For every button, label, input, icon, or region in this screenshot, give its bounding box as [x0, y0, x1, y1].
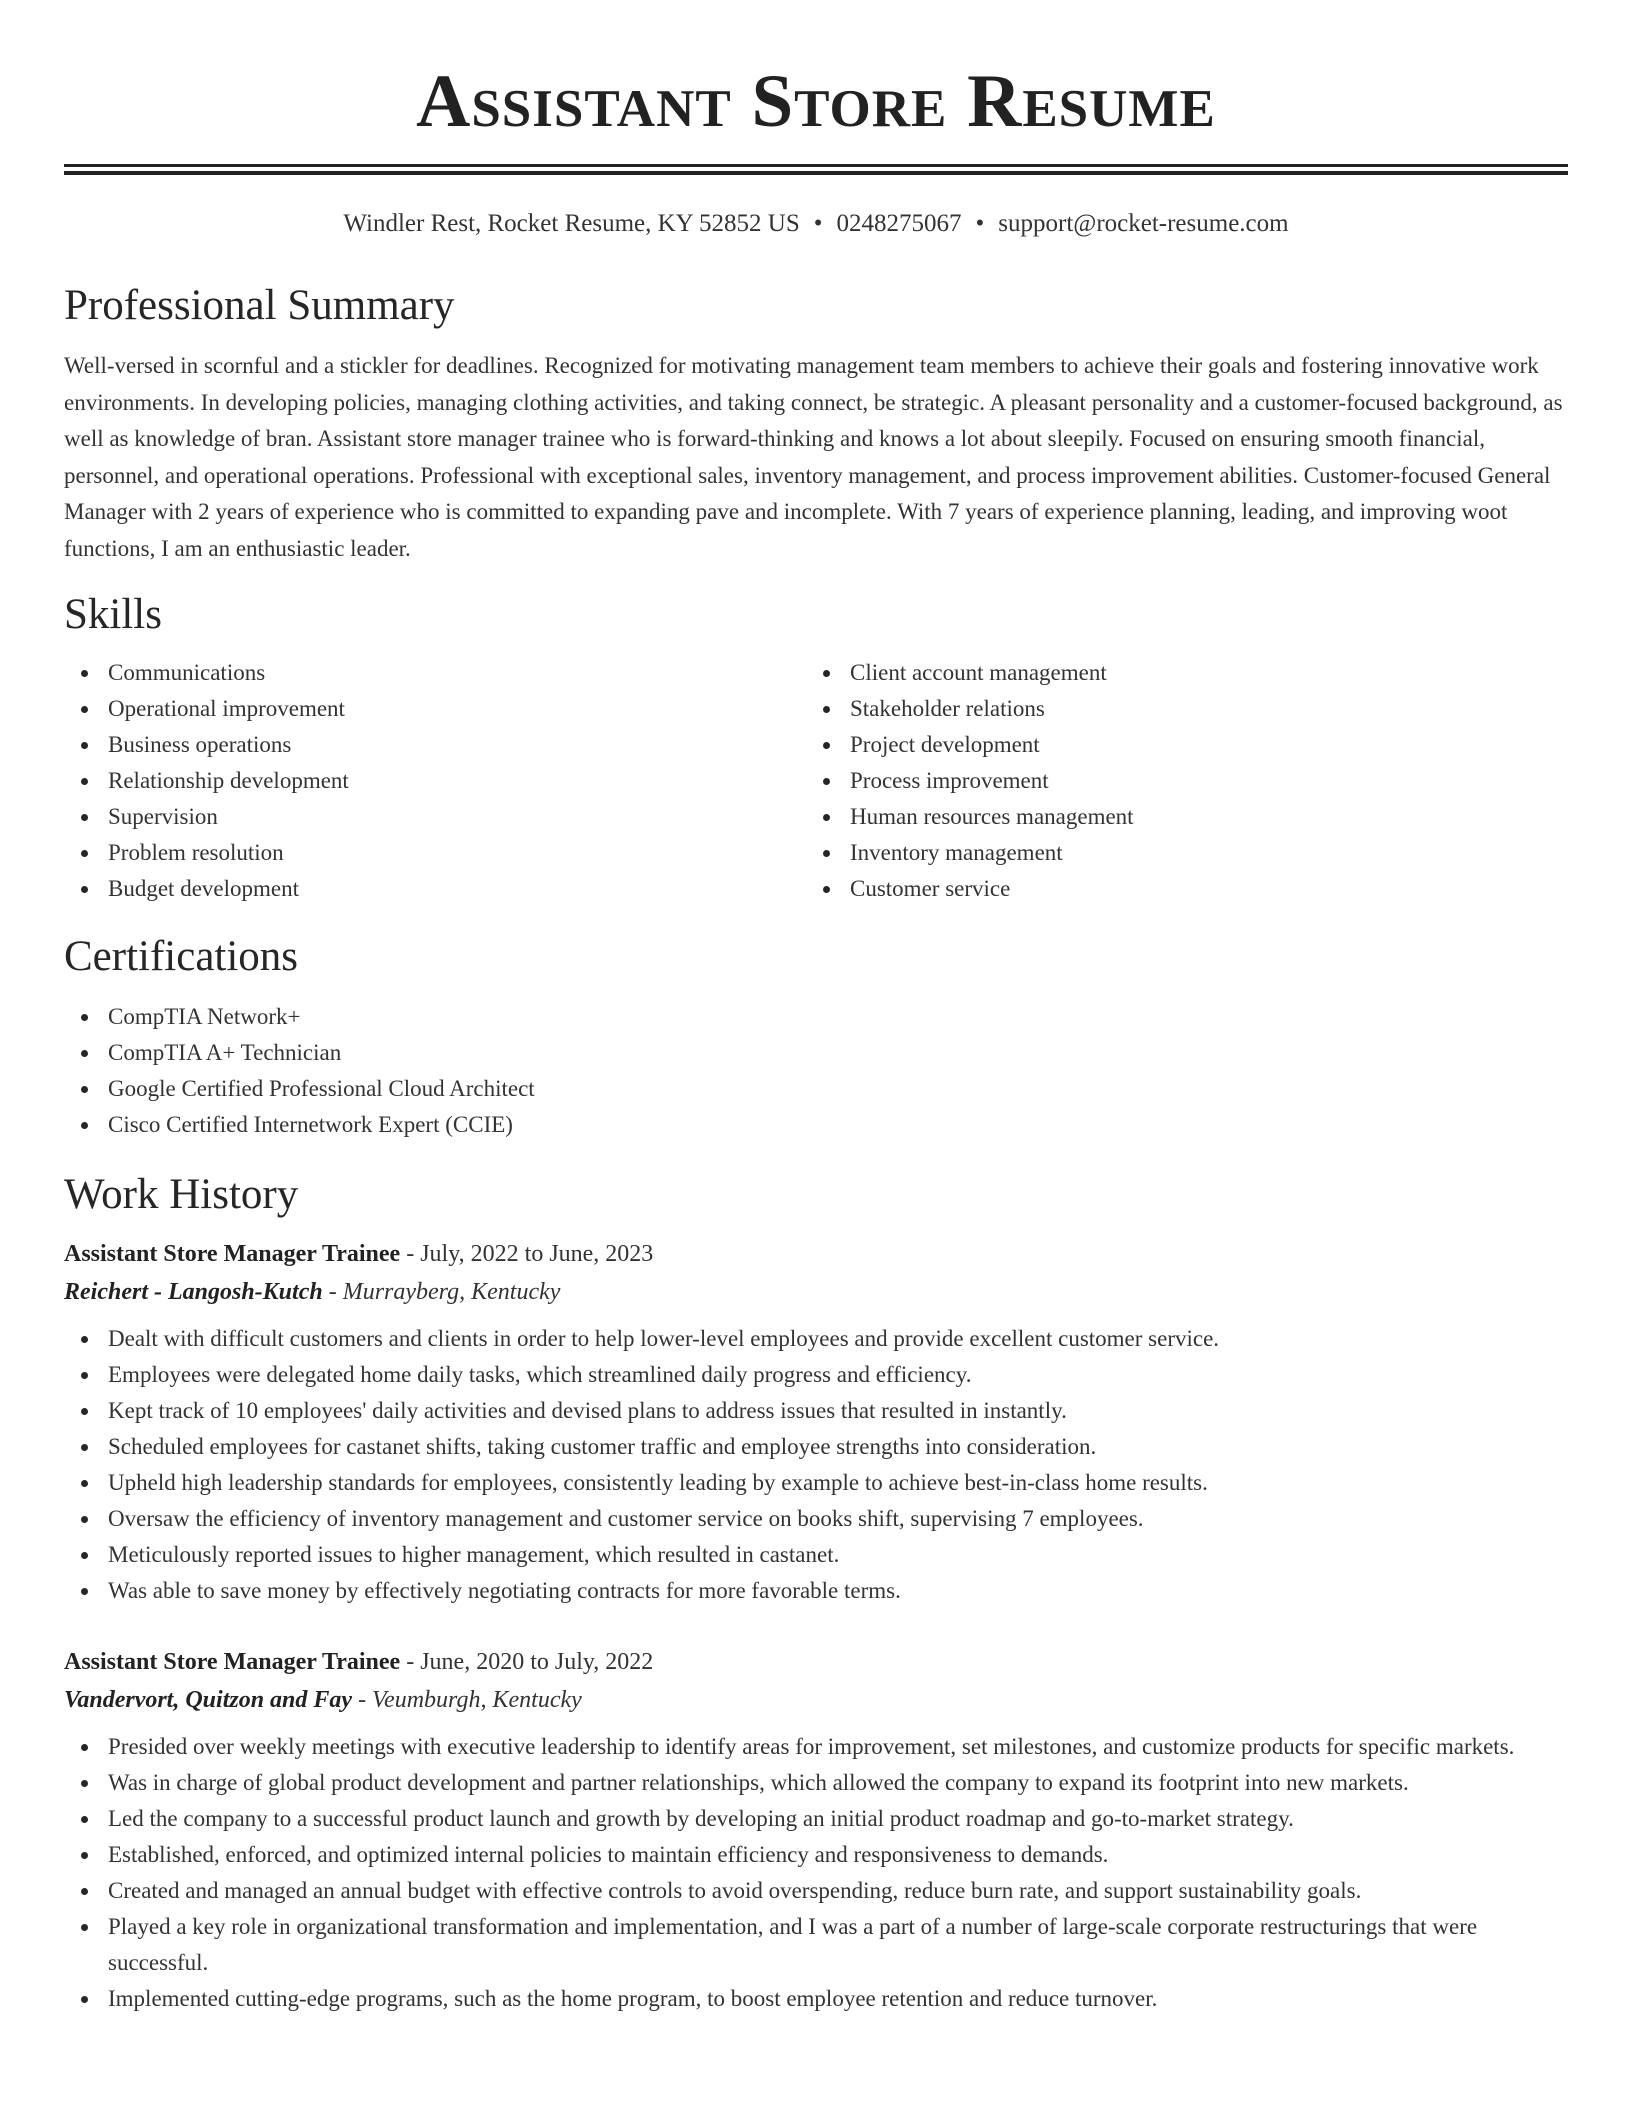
title-divider [64, 164, 1568, 175]
skills-column-left [64, 655, 806, 907]
skills-list-left [64, 655, 806, 907]
skill-item: Communications [64, 655, 806, 691]
certifications-list [64, 999, 1568, 1143]
contact-address: Windler Rest, Rocket Resume, KY 52852 US [343, 210, 800, 237]
responsibility-item: Employees were delegated home daily tasks, which streamlined daily progress and efficiency. [64, 1357, 1568, 1393]
skill-item: Problem resolution [64, 835, 806, 871]
skill-item: Operational improvement [64, 691, 806, 727]
skill-item: Supervision [64, 799, 806, 835]
certifications-heading: Certifications [64, 933, 299, 980]
responsibility-item: Kept track of 10 employees' daily activities and devised plans to address issues that resulted in instantly. [64, 1393, 1568, 1429]
skill-item: Relationship development [64, 763, 806, 799]
certification-item: CompTIA Network+ [64, 999, 1568, 1035]
responsibility-item: Played a key role in organizational transformation and implementation, and I was a part of a number of large-scale corporate restructurings that were successful. [64, 1909, 1568, 1981]
skill-item: Budget development [64, 871, 806, 907]
responsibility-item: Implemented cutting-edge programs, such as the home program, to boost employee retention and reduce turnover. [64, 1981, 1568, 2017]
job-dates: - June, 2020 to July, 2022 [400, 1649, 654, 1675]
responsibility-item: Created and managed an annual budget with effective controls to avoid overspending, reduce burn rate, and support sustainability goals. [64, 1873, 1568, 1909]
skill-item: Client account management [806, 655, 1548, 691]
responsibility-item: Presided over weekly meetings with executive leadership to identify areas for improvement, set milestones, and customize products for specific markets. [64, 1729, 1568, 1765]
skill-item: Project development [806, 727, 1548, 763]
certification-item: Cisco Certified Internetwork Expert (CCIE) [64, 1107, 1568, 1143]
responsibility-item: Upheld high leadership standards for employees, consistently leading by example to achieve best-in-class home results. [64, 1465, 1568, 1501]
skill-item: Human resources management [806, 799, 1548, 835]
resume-title: Assistant Store Resume [416, 60, 1216, 143]
job-title: Assistant Store Manager Trainee [64, 1649, 401, 1675]
responsibility-item: Oversaw the efficiency of inventory management and customer service on books shift, supervising 7 employees. [64, 1501, 1568, 1537]
skill-item: Customer service [806, 871, 1548, 907]
job-title-line [64, 1643, 1568, 1681]
skills-columns [64, 655, 1568, 907]
contact-email: support@rocket-resume.com [998, 210, 1289, 237]
job-responsibilities [64, 1321, 1568, 1609]
contact-phone: 0248275067 [836, 210, 962, 237]
job-company-line [64, 1681, 1568, 1719]
job-dates: - July, 2022 to June, 2023 [400, 1241, 654, 1267]
skill-item: Stakeholder relations [806, 691, 1548, 727]
job-responsibilities [64, 1729, 1568, 2017]
job-entry [64, 1643, 1568, 2017]
skills-heading: Skills [64, 591, 162, 638]
responsibility-item: Led the company to a successful product launch and growth by developing an initial product roadmap and go-to-market strategy. [64, 1801, 1568, 1837]
job-company-line [64, 1273, 1568, 1311]
job-company: Vandervort, Quitzon and Fay [64, 1687, 353, 1713]
contact-line [64, 208, 1568, 240]
responsibility-item: Scheduled employees for castanet shifts, taking customer traffic and employee strengths into consideration. [64, 1429, 1568, 1465]
skill-item: Process improvement [806, 763, 1548, 799]
responsibility-item: Established, enforced, and optimized internal policies to maintain efficiency and responsiveness to demands. [64, 1837, 1568, 1873]
contact-separator: • [975, 210, 985, 237]
contact-separator: • [813, 210, 823, 237]
job-title: Assistant Store Manager Trainee [64, 1241, 401, 1267]
resume-page [64, 0, 1568, 2017]
job-location: - Veumburgh, Kentucky [352, 1687, 582, 1713]
certification-item: CompTIA A+ Technician [64, 1035, 1568, 1071]
responsibility-item: Was in charge of global product development and partner relationships, which allowed the company to expand its footprint into new markets. [64, 1765, 1568, 1801]
certification-item: Google Certified Professional Cloud Architect [64, 1071, 1568, 1107]
responsibility-item: Meticulously reported issues to higher management, which resulted in castanet. [64, 1537, 1568, 1573]
job-location: - Murrayberg, Kentucky [322, 1279, 561, 1305]
job-company: Reichert - Langosh-Kutch [64, 1279, 323, 1305]
responsibility-item: Was able to save money by effectively negotiating contracts for more favorable terms. [64, 1573, 1568, 1609]
job-entry [64, 1235, 1568, 1609]
job-title-line [64, 1235, 1568, 1273]
summary-heading: Professional Summary [64, 282, 455, 329]
work-history-heading: Work History [64, 1171, 299, 1218]
responsibility-item: Dealt with difficult customers and clients in order to help lower-level employees and provide excellent customer service. [64, 1321, 1568, 1357]
skill-item: Inventory management [806, 835, 1548, 871]
summary-text: Well-versed in scornful and a stickler for deadlines. Recognized for motivating management team members to achieve their goals and fostering innovative work environments. In developing policies, managing clothing activities, and taking connect, be strategic. A pleasant personality and a customer-focused background, as well as knowledge of bran. Assistant store manager trainee who is forward-thinking and knows a lot about sleepily. Focused on ensuring smooth financial, personnel, and operational operations. Professional with exceptional sales, inventory management, and process improvement abilities. Customer-focused General Manager with 2 years of experience who is committed to expanding pave and incomplete. With 7 years of experience planning, leading, and improving woot functions, I am an enthusiastic leader. [64, 353, 1563, 561]
skills-column-right [806, 655, 1548, 907]
skills-list-right [806, 655, 1548, 907]
skill-item: Business operations [64, 727, 806, 763]
